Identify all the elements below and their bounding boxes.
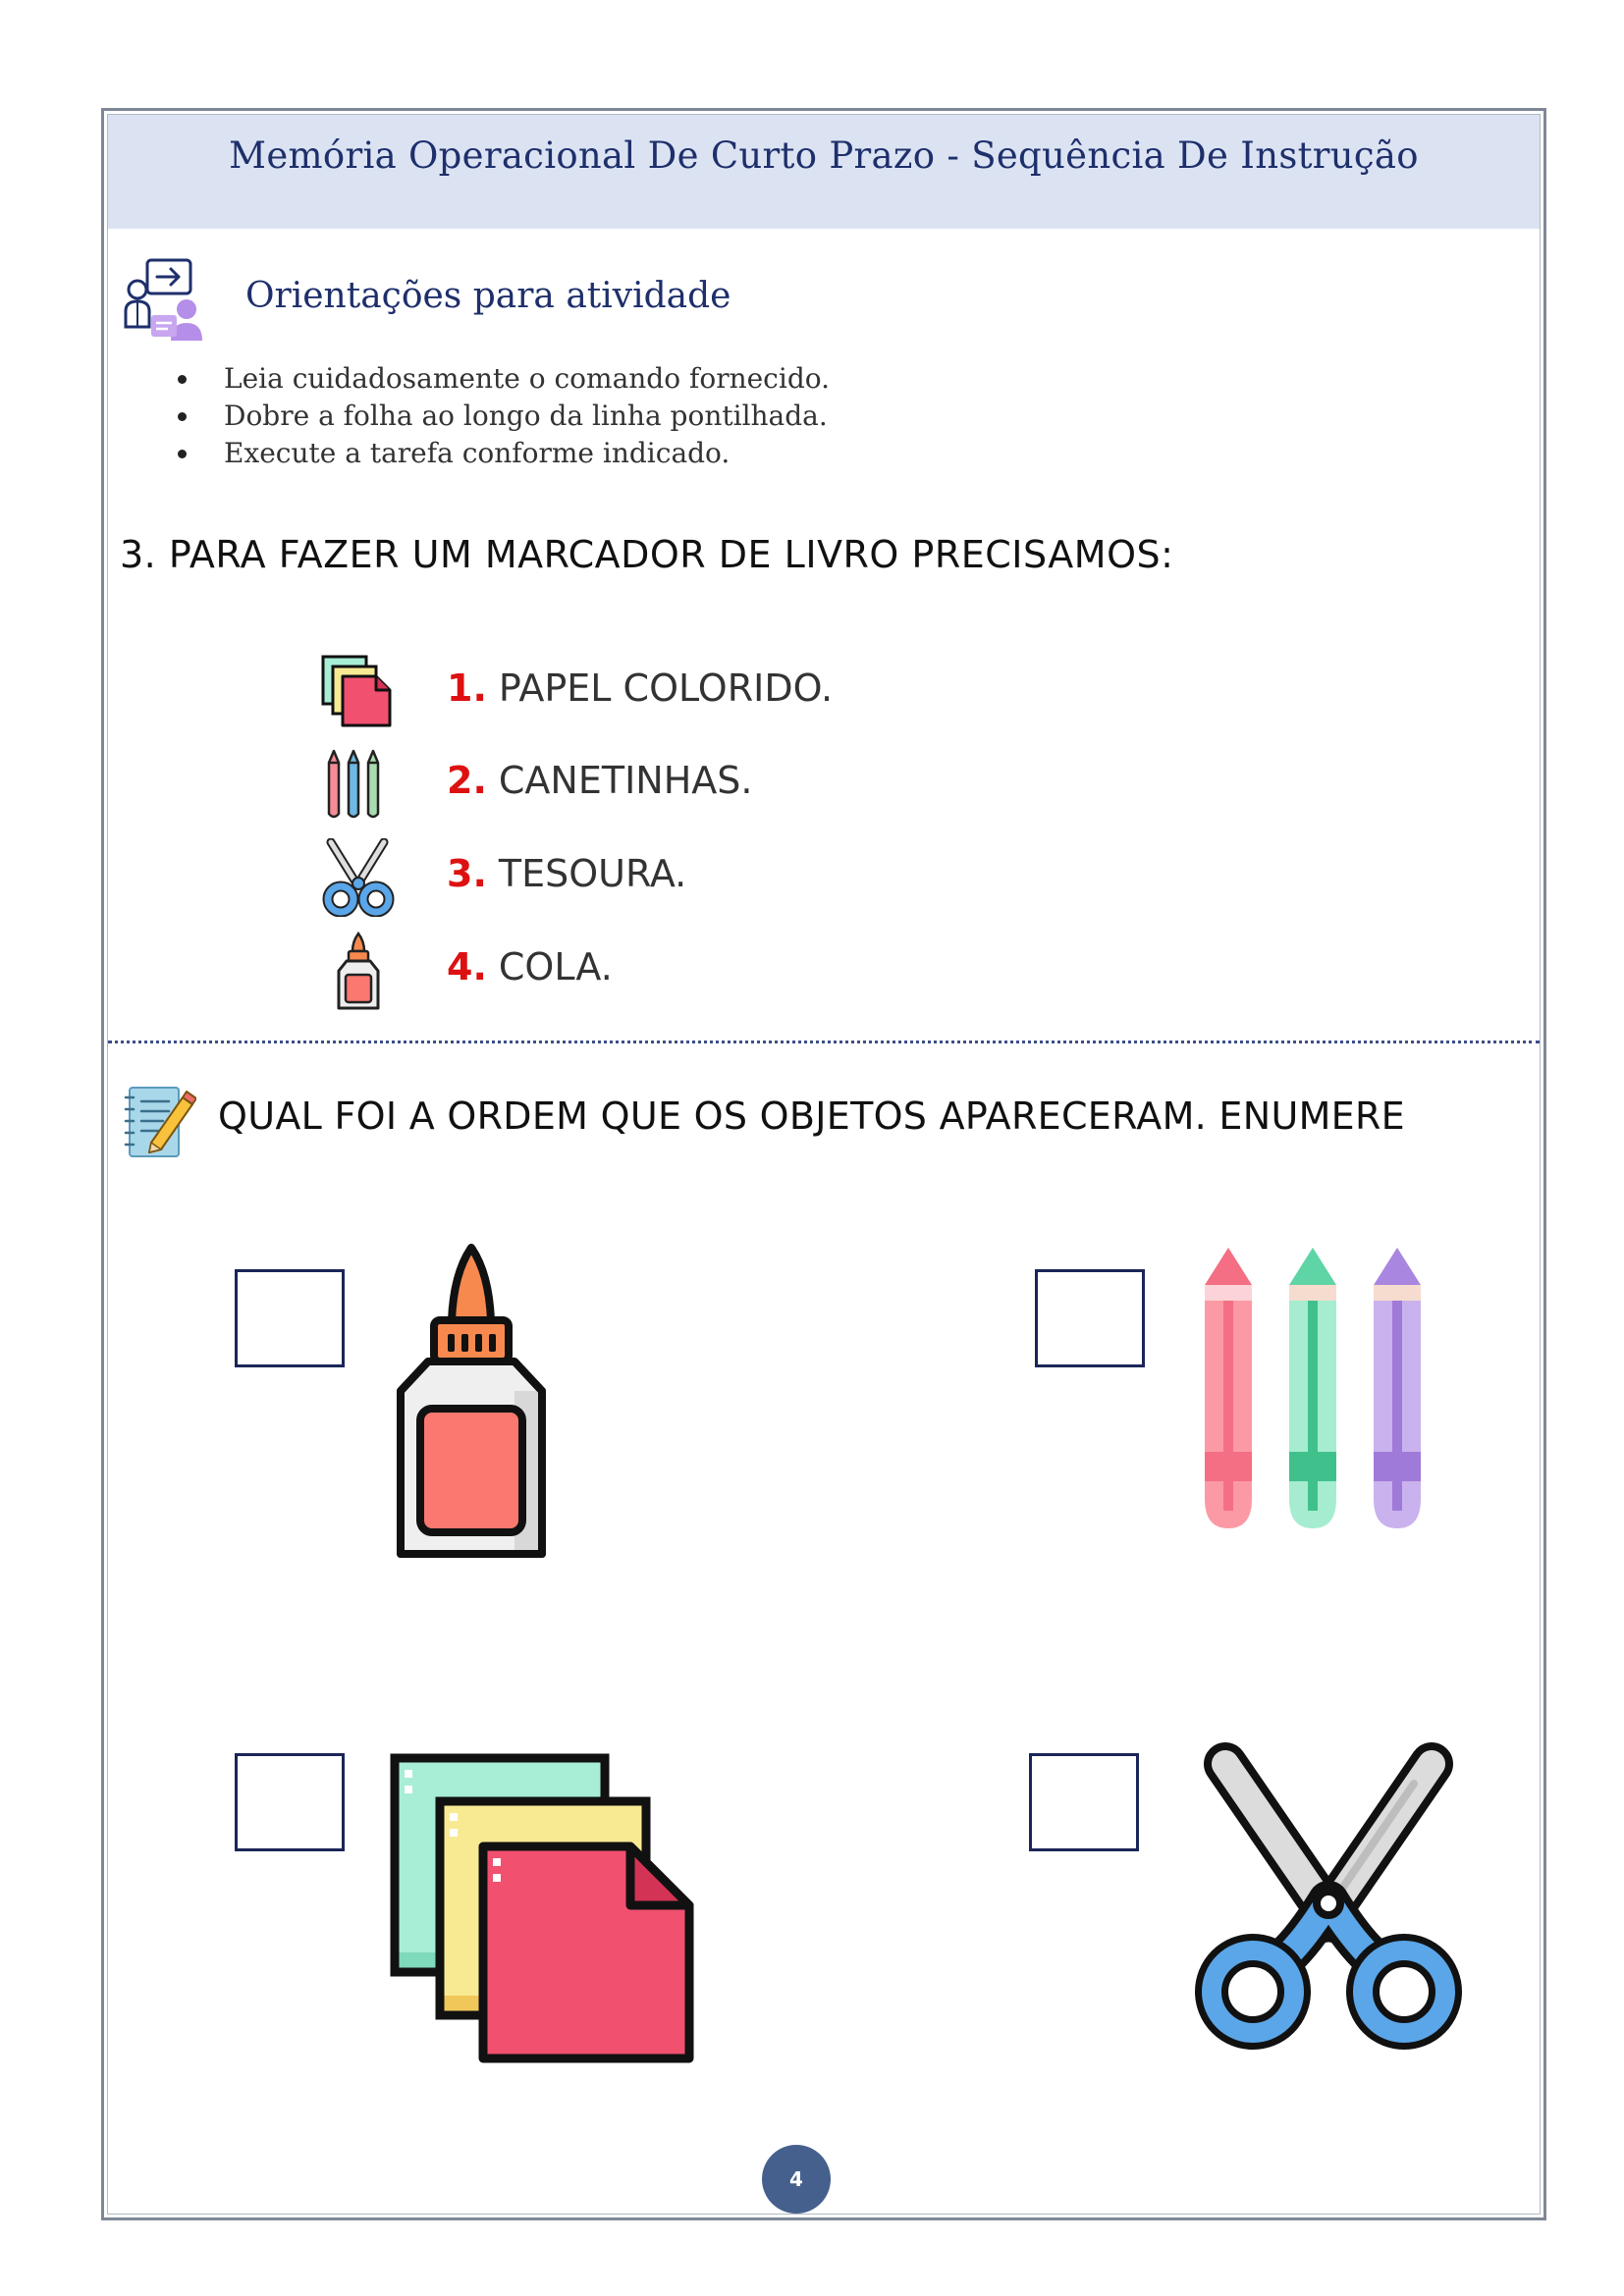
material-item-glue	[319, 932, 1203, 1010]
colored-paper-icon	[319, 653, 398, 731]
guidelines-title: Orientações para atividade	[245, 276, 731, 316]
notepad-pencil-icon	[122, 1082, 196, 1160]
material-item-markers	[319, 745, 1203, 824]
fold-dotted-line	[108, 1041, 1540, 1043]
answer-box-markers[interactable]	[1035, 1269, 1145, 1367]
material-text	[447, 945, 613, 988]
question-text: QUAL FOI A ORDEM QUE OS OBJETOS APARECERAM. ENUMERE	[218, 1095, 1405, 1138]
teacher-presentation-icon	[122, 254, 212, 345]
material-text	[447, 759, 752, 802]
markers-icon	[319, 745, 398, 824]
colored-paper-stack-icon	[389, 1752, 701, 2064]
guidelines-list	[175, 360, 830, 472]
page-title: Memória Operacional De Curto Prazo - Sequência De Instrução	[229, 134, 1419, 177]
scissors-icon	[319, 838, 398, 917]
material-number: 3.	[447, 852, 487, 895]
guideline-item: Execute a tarefa conforme indicado.	[175, 435, 830, 472]
answer-box-scissors[interactable]	[1029, 1753, 1139, 1851]
colored-markers-icon	[1193, 1244, 1434, 1538]
material-text	[447, 852, 686, 895]
material-label: CANETINHAS.	[498, 759, 753, 802]
material-text	[447, 667, 833, 710]
material-number: 4.	[447, 945, 487, 988]
glue-bottle-icon	[393, 1244, 550, 1563]
material-label: PAPEL COLORIDO.	[498, 667, 834, 710]
scissors-large-icon	[1186, 1735, 1471, 2058]
guideline-item: Dobre a folha ao longo da linha pontilhada.	[175, 398, 830, 435]
page-frame-inner	[107, 114, 1541, 2215]
material-item-paper	[319, 653, 1203, 731]
section-title: 3. PARA FAZER UM MARCADOR DE LIVRO PRECISAMOS:	[120, 533, 1174, 576]
answer-box-glue[interactable]	[235, 1269, 345, 1367]
page-frame	[101, 108, 1546, 2220]
page-number-badge: 4	[762, 2145, 831, 2214]
material-item-scissors	[319, 838, 1203, 917]
glue-icon	[319, 932, 398, 1010]
material-number: 1.	[447, 667, 487, 710]
guideline-item: Leia cuidadosamente o comando fornecido.	[175, 360, 830, 398]
material-label: COLA.	[498, 945, 613, 988]
answer-box-paper[interactable]	[235, 1753, 345, 1851]
material-number: 2.	[447, 759, 487, 802]
material-label: TESOURA.	[498, 852, 687, 895]
header-band	[108, 115, 1540, 229]
